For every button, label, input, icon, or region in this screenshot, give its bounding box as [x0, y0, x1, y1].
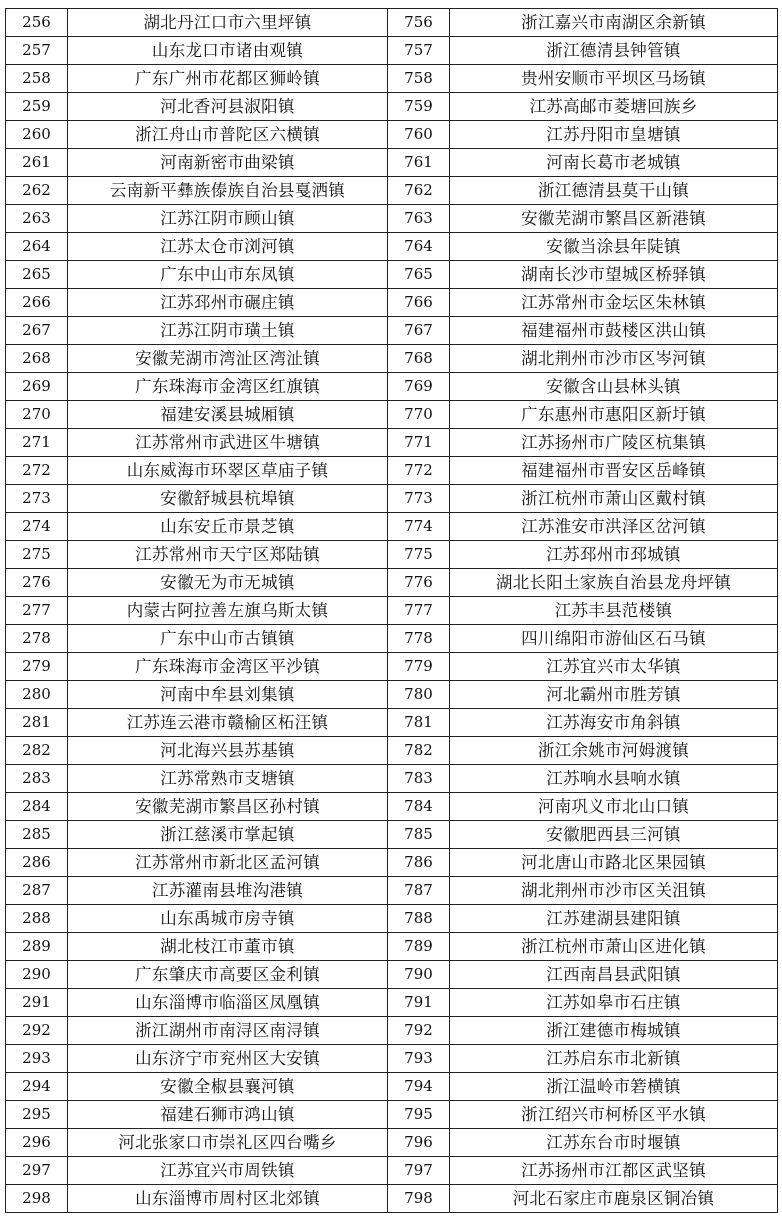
right-number-cell: 771 — [388, 429, 450, 457]
right-number-cell: 783 — [388, 765, 450, 793]
table-row — [6, 1129, 778, 1157]
right-place-cell: 安徽芜湖市繁昌区新港镇 — [450, 205, 778, 233]
left-place-cell: 江苏江阴市璜土镇 — [68, 317, 388, 345]
left-place-cell: 山东威海市环翠区草庙子镇 — [68, 457, 388, 485]
left-number-cell: 298 — [6, 1185, 68, 1213]
right-number-cell: 762 — [388, 177, 450, 205]
left-number-cell: 288 — [6, 905, 68, 933]
table-row — [6, 793, 778, 821]
town-list-table — [5, 8, 778, 1213]
right-number-cell: 758 — [388, 65, 450, 93]
table-row — [6, 401, 778, 429]
left-number-cell: 265 — [6, 261, 68, 289]
table-row — [6, 1185, 778, 1213]
table-row — [6, 289, 778, 317]
left-number-cell: 256 — [6, 9, 68, 37]
left-place-cell: 河南中牟县刘集镇 — [68, 681, 388, 709]
left-place-cell: 安徽芜湖市湾沚区湾沚镇 — [68, 345, 388, 373]
right-place-cell: 广东惠州市惠阳区新圩镇 — [450, 401, 778, 429]
left-number-cell: 280 — [6, 681, 68, 709]
left-place-cell: 江苏常州市天宁区郑陆镇 — [68, 541, 388, 569]
left-place-cell: 湖北丹江口市六里坪镇 — [68, 9, 388, 37]
right-place-cell: 河北石家庄市鹿泉区铜冶镇 — [450, 1185, 778, 1213]
table-row — [6, 373, 778, 401]
left-number-cell: 296 — [6, 1129, 68, 1157]
right-place-cell: 福建福州市鼓楼区洪山镇 — [450, 317, 778, 345]
right-place-cell: 江苏如皋市石庄镇 — [450, 989, 778, 1017]
left-place-cell: 福建石狮市鸿山镇 — [68, 1101, 388, 1129]
left-number-cell: 272 — [6, 457, 68, 485]
left-number-cell: 271 — [6, 429, 68, 457]
left-number-cell: 275 — [6, 541, 68, 569]
left-number-cell: 269 — [6, 373, 68, 401]
right-place-cell: 湖南长沙市望城区桥驿镇 — [450, 261, 778, 289]
table-row — [6, 1157, 778, 1185]
right-number-cell: 764 — [388, 233, 450, 261]
left-number-cell: 274 — [6, 513, 68, 541]
right-number-cell: 797 — [388, 1157, 450, 1185]
right-place-cell: 贵州安顺市平坝区马场镇 — [450, 65, 778, 93]
right-number-cell: 769 — [388, 373, 450, 401]
left-place-cell: 山东龙口市诸由观镇 — [68, 37, 388, 65]
left-place-cell: 江苏宜兴市周铁镇 — [68, 1157, 388, 1185]
left-place-cell: 广东中山市古镇镇 — [68, 625, 388, 653]
right-number-cell: 780 — [388, 681, 450, 709]
left-place-cell: 浙江舟山市普陀区六横镇 — [68, 121, 388, 149]
right-number-cell: 798 — [388, 1185, 450, 1213]
table-row — [6, 765, 778, 793]
table-row — [6, 513, 778, 541]
left-number-cell: 295 — [6, 1101, 68, 1129]
table-row — [6, 37, 778, 65]
right-number-cell: 760 — [388, 121, 450, 149]
left-place-cell: 广东肇庆市高要区金利镇 — [68, 961, 388, 989]
right-number-cell: 756 — [388, 9, 450, 37]
right-number-cell: 772 — [388, 457, 450, 485]
right-place-cell: 湖北长阳土家族自治县龙舟坪镇 — [450, 569, 778, 597]
table-row — [6, 597, 778, 625]
left-place-cell: 广东珠海市金湾区红旗镇 — [68, 373, 388, 401]
left-place-cell: 安徽全椒县襄河镇 — [68, 1073, 388, 1101]
right-place-cell: 河北霸州市胜芳镇 — [450, 681, 778, 709]
right-place-cell: 浙江德清县钟管镇 — [450, 37, 778, 65]
left-number-cell: 278 — [6, 625, 68, 653]
right-place-cell: 安徽含山县林头镇 — [450, 373, 778, 401]
right-place-cell: 江苏启东市北新镇 — [450, 1045, 778, 1073]
right-place-cell: 江苏丰县范楼镇 — [450, 597, 778, 625]
right-number-cell: 776 — [388, 569, 450, 597]
left-number-cell: 285 — [6, 821, 68, 849]
left-place-cell: 河北张家口市崇礼区四台嘴乡 — [68, 1129, 388, 1157]
right-number-cell: 765 — [388, 261, 450, 289]
right-place-cell: 安徽当涂县年陡镇 — [450, 233, 778, 261]
table-row — [6, 149, 778, 177]
left-number-cell: 277 — [6, 597, 68, 625]
right-number-cell: 778 — [388, 625, 450, 653]
left-number-cell: 284 — [6, 793, 68, 821]
right-number-cell: 785 — [388, 821, 450, 849]
right-place-cell: 浙江杭州市萧山区进化镇 — [450, 933, 778, 961]
right-place-cell: 浙江杭州市萧山区戴村镇 — [450, 485, 778, 513]
right-number-cell: 767 — [388, 317, 450, 345]
right-place-cell: 浙江建德市梅城镇 — [450, 1017, 778, 1045]
left-place-cell: 河南新密市曲梁镇 — [68, 149, 388, 177]
left-place-cell: 安徽无为市无城镇 — [68, 569, 388, 597]
table-row — [6, 569, 778, 597]
right-place-cell: 浙江绍兴市柯桥区平水镇 — [450, 1101, 778, 1129]
right-number-cell: 795 — [388, 1101, 450, 1129]
left-place-cell: 内蒙古阿拉善左旗乌斯太镇 — [68, 597, 388, 625]
table-row — [6, 1101, 778, 1129]
left-place-cell: 广东中山市东凤镇 — [68, 261, 388, 289]
left-place-cell: 山东淄博市周村区北郊镇 — [68, 1185, 388, 1213]
left-number-cell: 282 — [6, 737, 68, 765]
table-row — [6, 905, 778, 933]
left-number-cell: 294 — [6, 1073, 68, 1101]
right-place-cell: 河南巩义市北山口镇 — [450, 793, 778, 821]
left-number-cell: 290 — [6, 961, 68, 989]
right-number-cell: 788 — [388, 905, 450, 933]
right-place-cell: 江苏宜兴市太华镇 — [450, 653, 778, 681]
right-number-cell: 782 — [388, 737, 450, 765]
left-number-cell: 270 — [6, 401, 68, 429]
right-number-cell: 763 — [388, 205, 450, 233]
left-number-cell: 283 — [6, 765, 68, 793]
left-place-cell: 广东珠海市金湾区平沙镇 — [68, 653, 388, 681]
left-place-cell: 江苏常州市武进区牛塘镇 — [68, 429, 388, 457]
left-number-cell: 287 — [6, 877, 68, 905]
left-number-cell: 291 — [6, 989, 68, 1017]
left-place-cell: 江苏连云港市赣榆区柘汪镇 — [68, 709, 388, 737]
left-number-cell: 289 — [6, 933, 68, 961]
right-place-cell: 浙江温岭市箬横镇 — [450, 1073, 778, 1101]
left-number-cell: 293 — [6, 1045, 68, 1073]
left-number-cell: 264 — [6, 233, 68, 261]
left-place-cell: 河北香河县淑阳镇 — [68, 93, 388, 121]
table-row — [6, 93, 778, 121]
left-number-cell: 268 — [6, 345, 68, 373]
right-place-cell: 江西南昌县武阳镇 — [450, 961, 778, 989]
left-place-cell: 山东济宁市兖州区大安镇 — [68, 1045, 388, 1073]
right-place-cell: 江苏常州市金坛区朱林镇 — [450, 289, 778, 317]
left-place-cell: 江苏常熟市支塘镇 — [68, 765, 388, 793]
right-number-cell: 786 — [388, 849, 450, 877]
table-row — [6, 177, 778, 205]
left-place-cell: 浙江慈溪市掌起镇 — [68, 821, 388, 849]
table-row — [6, 429, 778, 457]
table-row — [6, 261, 778, 289]
right-place-cell: 四川绵阳市游仙区石马镇 — [450, 625, 778, 653]
right-number-cell: 774 — [388, 513, 450, 541]
right-number-cell: 784 — [388, 793, 450, 821]
table-row — [6, 961, 778, 989]
table-row — [6, 541, 778, 569]
left-number-cell: 276 — [6, 569, 68, 597]
right-number-cell: 775 — [388, 541, 450, 569]
table-row — [6, 877, 778, 905]
right-place-cell: 江苏扬州市江都区武坚镇 — [450, 1157, 778, 1185]
right-number-cell: 777 — [388, 597, 450, 625]
right-number-cell: 791 — [388, 989, 450, 1017]
table-row — [6, 233, 778, 261]
right-place-cell: 河北唐山市路北区果园镇 — [450, 849, 778, 877]
right-number-cell: 793 — [388, 1045, 450, 1073]
left-number-cell: 262 — [6, 177, 68, 205]
table-row — [6, 1073, 778, 1101]
table-row — [6, 485, 778, 513]
table-row — [6, 821, 778, 849]
table-row — [6, 1017, 778, 1045]
left-number-cell: 281 — [6, 709, 68, 737]
left-number-cell: 263 — [6, 205, 68, 233]
table-row — [6, 933, 778, 961]
table-row — [6, 65, 778, 93]
right-number-cell: 781 — [388, 709, 450, 737]
right-place-cell: 湖北荆州市沙市区关沮镇 — [450, 877, 778, 905]
left-number-cell: 259 — [6, 93, 68, 121]
right-place-cell: 江苏邳州市邳城镇 — [450, 541, 778, 569]
right-number-cell: 796 — [388, 1129, 450, 1157]
right-place-cell: 江苏建湖县建阳镇 — [450, 905, 778, 933]
right-place-cell: 江苏高邮市菱塘回族乡 — [450, 93, 778, 121]
left-number-cell: 279 — [6, 653, 68, 681]
right-number-cell: 789 — [388, 933, 450, 961]
left-number-cell: 266 — [6, 289, 68, 317]
left-place-cell: 浙江湖州市南浔区南浔镇 — [68, 1017, 388, 1045]
table-row — [6, 121, 778, 149]
table-row — [6, 737, 778, 765]
left-number-cell: 273 — [6, 485, 68, 513]
right-number-cell: 787 — [388, 877, 450, 905]
left-place-cell: 山东安丘市景芝镇 — [68, 513, 388, 541]
right-place-cell: 江苏海安市角斜镇 — [450, 709, 778, 737]
left-number-cell: 267 — [6, 317, 68, 345]
left-place-cell: 江苏太仓市浏河镇 — [68, 233, 388, 261]
table-row — [6, 849, 778, 877]
right-number-cell: 761 — [388, 149, 450, 177]
right-number-cell: 790 — [388, 961, 450, 989]
left-place-cell: 安徽芜湖市繁昌区孙村镇 — [68, 793, 388, 821]
left-number-cell: 297 — [6, 1157, 68, 1185]
right-place-cell: 河南长葛市老城镇 — [450, 149, 778, 177]
left-place-cell: 山东淄博市临淄区凤凰镇 — [68, 989, 388, 1017]
right-place-cell: 浙江嘉兴市南湖区余新镇 — [450, 9, 778, 37]
right-number-cell: 766 — [388, 289, 450, 317]
left-place-cell: 江苏江阴市顾山镇 — [68, 205, 388, 233]
left-place-cell: 广东广州市花都区狮岭镇 — [68, 65, 388, 93]
left-number-cell: 292 — [6, 1017, 68, 1045]
right-place-cell: 湖北荆州市沙市区岑河镇 — [450, 345, 778, 373]
right-place-cell: 浙江德清县莫干山镇 — [450, 177, 778, 205]
right-number-cell: 779 — [388, 653, 450, 681]
right-place-cell: 安徽肥西县三河镇 — [450, 821, 778, 849]
table-row — [6, 625, 778, 653]
right-place-cell: 江苏东台市时堰镇 — [450, 1129, 778, 1157]
right-place-cell: 江苏丹阳市皇塘镇 — [450, 121, 778, 149]
left-place-cell: 安徽舒城县杭埠镇 — [68, 485, 388, 513]
left-place-cell: 山东禹城市房寺镇 — [68, 905, 388, 933]
table-row — [6, 317, 778, 345]
table-row — [6, 345, 778, 373]
left-place-cell: 云南新平彝族傣族自治县戛洒镇 — [68, 177, 388, 205]
table-row — [6, 205, 778, 233]
right-number-cell: 773 — [388, 485, 450, 513]
left-number-cell: 260 — [6, 121, 68, 149]
left-place-cell: 河北海兴县苏基镇 — [68, 737, 388, 765]
right-number-cell: 768 — [388, 345, 450, 373]
table-row — [6, 653, 778, 681]
right-place-cell: 江苏淮安市洪泽区岔河镇 — [450, 513, 778, 541]
table-row — [6, 9, 778, 37]
right-place-cell: 江苏响水县响水镇 — [450, 765, 778, 793]
left-place-cell: 江苏常州市新北区孟河镇 — [68, 849, 388, 877]
right-place-cell: 江苏扬州市广陵区杭集镇 — [450, 429, 778, 457]
left-place-cell: 湖北枝江市董市镇 — [68, 933, 388, 961]
table-body — [6, 9, 778, 1213]
table-row — [6, 709, 778, 737]
left-number-cell: 261 — [6, 149, 68, 177]
right-number-cell: 757 — [388, 37, 450, 65]
left-place-cell: 福建安溪县城厢镇 — [68, 401, 388, 429]
table-row — [6, 1045, 778, 1073]
table-row — [6, 457, 778, 485]
left-number-cell: 257 — [6, 37, 68, 65]
right-number-cell: 794 — [388, 1073, 450, 1101]
table-row — [6, 681, 778, 709]
left-place-cell: 江苏灌南县堆沟港镇 — [68, 877, 388, 905]
right-number-cell: 770 — [388, 401, 450, 429]
right-number-cell: 792 — [388, 1017, 450, 1045]
right-number-cell: 759 — [388, 93, 450, 121]
right-place-cell: 浙江余姚市河姆渡镇 — [450, 737, 778, 765]
left-place-cell: 江苏邳州市碾庄镇 — [68, 289, 388, 317]
right-place-cell: 福建福州市晋安区岳峰镇 — [450, 457, 778, 485]
left-number-cell: 286 — [6, 849, 68, 877]
left-number-cell: 258 — [6, 65, 68, 93]
table-row — [6, 989, 778, 1017]
